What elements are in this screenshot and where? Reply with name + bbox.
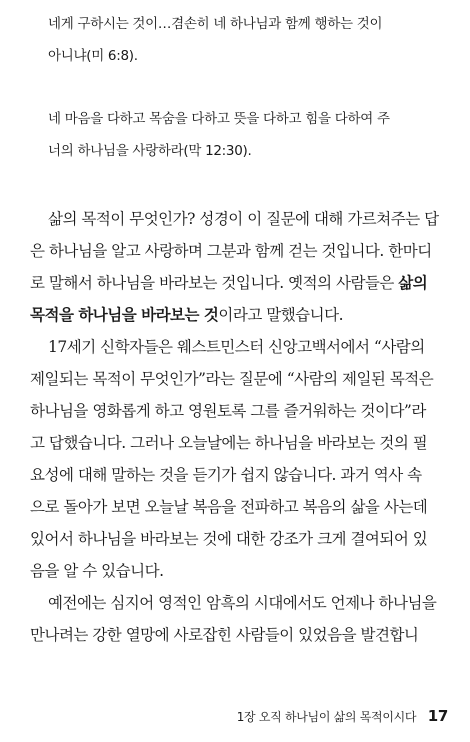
emphasis-text: 목적을 하나님을 바라보는 것 bbox=[30, 305, 219, 324]
paragraph-line: 고 답했습니다. 그러나 오늘날에는 하나님을 바라보는 것의 필 bbox=[30, 434, 428, 452]
paragraph-line: 17세기 신학자들은 웨스트민스터 신앙고백서에서 “사람의 bbox=[48, 338, 425, 356]
bible-quote-micah bbox=[48, 8, 448, 72]
emphasis-text: 삶의 bbox=[398, 273, 428, 292]
quote-line: 네 마음을 다하고 목숨을 다하고 뜻을 다하고 힘을 다하여 주 bbox=[48, 111, 390, 127]
paragraph-line: 있어서 하나님을 바라보는 것에 대한 강조가 크게 결여되어 있 bbox=[30, 530, 428, 548]
paragraph-line: 은 하나님을 알고 사랑하며 그분과 함께 걷는 것입니다. 한마디 bbox=[30, 242, 432, 260]
page-number: 17 bbox=[427, 707, 448, 725]
paragraph-line: 삶의 목적이 무엇인가? 성경이 이 질문에 대해 가르쳐주는 답 bbox=[48, 210, 439, 228]
paragraph-line: 음을 알 수 있습니다. bbox=[30, 562, 164, 580]
paragraph-line: 제일되는 목적이 무엇인가”라는 질문에 “사람의 제일된 목적은 bbox=[30, 370, 434, 388]
paragraph-line: 예전에는 심지어 영적인 암흑의 시대에서도 언제나 하나님을 bbox=[48, 594, 437, 612]
paragraph-line: 으로 돌아가 보면 오늘날 복음을 전파하고 복음의 삶을 사는데 bbox=[30, 498, 428, 516]
paragraph-line: 요성에 대해 말하는 것을 듣기가 쉽지 않습니다. 과거 역사 속 bbox=[30, 466, 422, 484]
running-header-chapter: 1장 오직 하나님이 삶의 목적이시다 bbox=[236, 710, 417, 724]
quote-line: 아니냐(미 6:8). bbox=[48, 48, 138, 64]
paragraph bbox=[30, 203, 450, 331]
text-segment: 이라고 말했습니다. bbox=[218, 306, 344, 324]
paragraph bbox=[30, 587, 450, 651]
paragraph-line: 하나님을 영화롭게 하고 영원토록 그를 즐거워하는 것이다”라 bbox=[30, 402, 426, 420]
paragraph-line: 만나려는 강한 열망에 사로잡힌 사람들이 있었음을 발견합니 bbox=[30, 626, 419, 644]
page-footer bbox=[237, 707, 448, 725]
quote-line: 네게 구하시는 것이…겸손히 네 하나님과 함께 행하는 것이 bbox=[48, 16, 383, 32]
paragraph bbox=[30, 331, 450, 587]
paragraph-line bbox=[30, 299, 450, 331]
text-segment: 로 말해서 하나님을 바라보는 것입니다. 옛적의 사람들은 bbox=[30, 274, 399, 292]
paragraph-line bbox=[30, 267, 450, 299]
bible-quote-mark bbox=[48, 103, 448, 167]
quote-line: 너의 하나님을 사랑하라(막 12:30). bbox=[48, 143, 252, 159]
